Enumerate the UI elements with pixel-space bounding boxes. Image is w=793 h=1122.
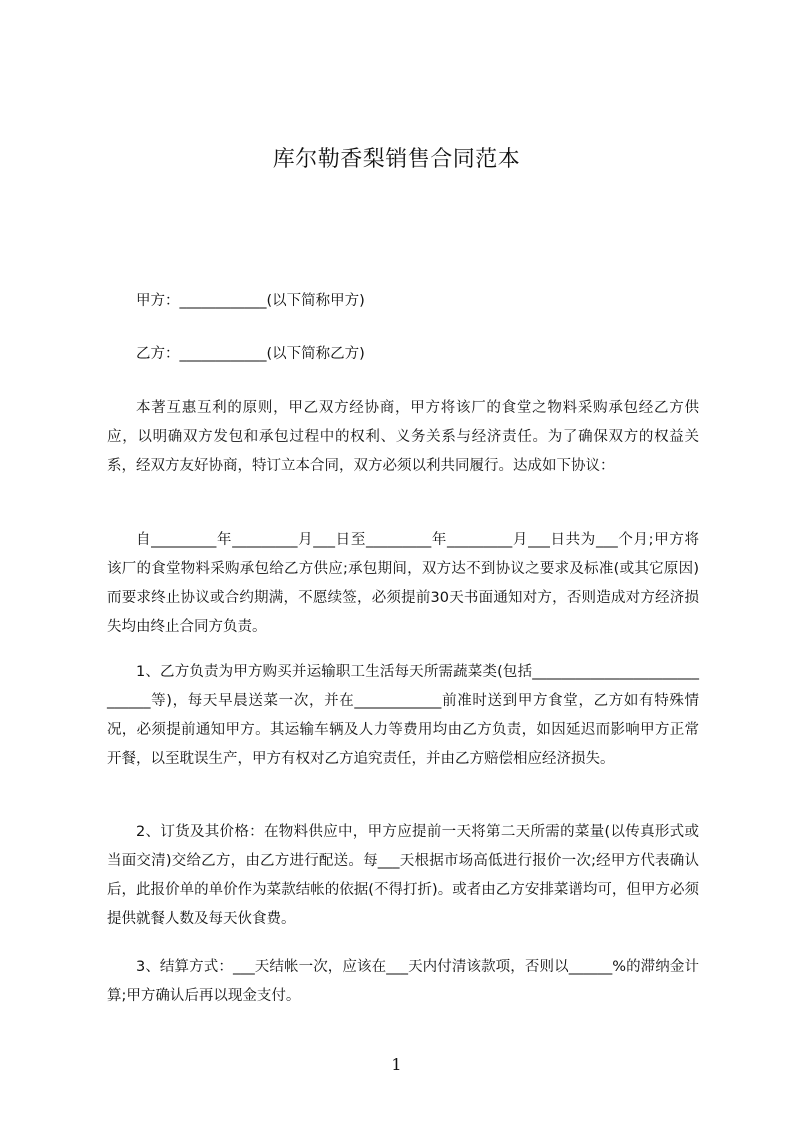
document-title: 库尔勒香梨销售合同范本 xyxy=(272,147,521,172)
page-number: 1 xyxy=(391,1055,402,1074)
clause-1-paragraph: 1、乙方负责为甲方购买并运输职工生活每天所需蔬菜类(包括_____________________________等)，每天早晨送菜一次，并在____________前准时送到甲方食堂，乙方如有特殊情况，必须提前通知甲方。其运输车辆及人力等费用均由乙方负责，如因延迟而影响甲方正常开餐，以至耽误生产，甲方有权对乙方追究责任，并由乙方赔偿相应经济损失。 xyxy=(107,664,699,767)
clause-2-paragraph: 2、订货及其价格：在物料供应中，甲方应提前一天将第二天所需的菜量(以传真形式或当面交清)交给乙方，由乙方进行配送。每___天根据市场高低进行报价一次;经甲方代表确认后，此报价单的单价作为菜款结帐的依据(不得打折)。或者由乙方安排菜谱均可，但甲方必须提供就餐人数及每天伙食费。 xyxy=(107,824,699,927)
term-paragraph: 自_________年_________月___日至_________年_________月___日共为___个月;甲方将该厂的食堂物料采购承包给乙方供应;承包期间，双方达不到协议之要求及标准(或其它原因)而要求终止协议或合约期满，不愿续签，必须提前30天书面通知对方，否则造成对方经济损失均由终止合同方负责。 xyxy=(107,532,699,635)
party-a-line: 甲方：____________(以下简称甲方) xyxy=(136,293,365,309)
intro-paragraph: 本著互惠互利的原则，甲乙双方经协商，甲方将该厂的食堂之物料采购承包经乙方供应，以明确双方发包和承包过程中的权利、义务关系与经济责任。为了确保双方的权益关系，经双方友好协商，特订立本合同，双方必须以利共同履行。达成如下协议： xyxy=(107,400,699,474)
party-b-line: 乙方：____________(以下简称乙方) xyxy=(136,346,365,362)
clause-3-paragraph: 3、结算方式：___天结帐一次，应该在___天内付清该款项，否则以______%的滞纳金计算;甲方确认后再以现金支付。 xyxy=(107,959,699,1004)
